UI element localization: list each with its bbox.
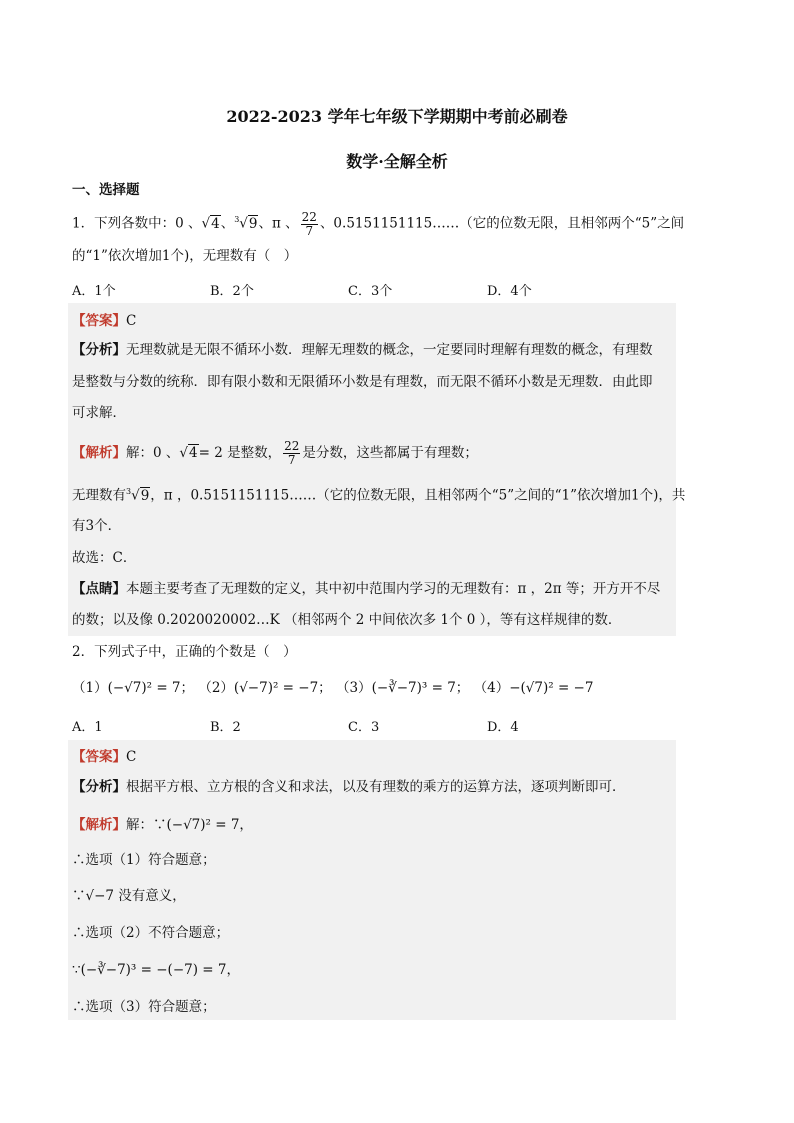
q1-sol-cbrt9: 9 bbox=[140, 487, 150, 504]
q1-sol-1b: 4 bbox=[189, 445, 198, 461]
q1-option-c: C．3个 bbox=[348, 284, 393, 299]
q1-sol-1d: 是分数，这些都属于有理数； bbox=[302, 445, 478, 461]
q1-sol-fraction bbox=[283, 440, 300, 467]
q2-option-b: B．2 bbox=[210, 720, 241, 735]
q2-solution-line6: ∴选项（3）符合题意； bbox=[72, 999, 216, 1015]
q1-stem-line1: 1．下列各数中：0 、√4、$^3$√9、π 、 $\frac{22}{7}$ 、0.5151151115……（它的位数无限，且相邻两个“5”之间 bbox=[72, 209, 685, 238]
q1-sol-1a: 解：0 、 bbox=[126, 445, 180, 461]
document-title: 2022-2023 学年七年级下学期期中考前必刷卷 bbox=[226, 107, 568, 126]
q2-analysis-tag: 【分析】 bbox=[72, 779, 126, 795]
q1-comment-line1 bbox=[72, 579, 660, 599]
q1-comment-tag: 【点睛】 bbox=[72, 581, 126, 597]
q1-sol-2a: 无理数有 bbox=[72, 487, 126, 504]
q1-option-b: B．2个 bbox=[210, 284, 254, 299]
q1-stem-a: 1．下列各数中：0 、 bbox=[72, 215, 202, 232]
q1-answer-tag: 【答案】 bbox=[72, 313, 126, 329]
q2-expr1: (−√7)² = 7； bbox=[107, 680, 195, 696]
q1-sol-frac-den: 7 bbox=[287, 453, 296, 467]
q1-option-a: A．1个 bbox=[72, 284, 116, 299]
q1-analysis-1: 无理数就是无限不循环小数．理解无理数的概念，一定要同时理解有理数的概念，有理数 bbox=[126, 342, 653, 358]
q2-answer-tag: 【答案】 bbox=[72, 749, 126, 765]
q2-answer-line bbox=[72, 747, 136, 767]
q1-solution-tag: 【解析】 bbox=[72, 445, 126, 461]
q1-answer-line bbox=[72, 311, 136, 331]
q1-sol-cbrt-index: 3 bbox=[126, 487, 132, 496]
q2-answer: C bbox=[126, 749, 137, 765]
q2-expr4: −(√7)² = −7 bbox=[509, 680, 594, 696]
q1-option-d: D．4个 bbox=[487, 284, 532, 299]
q2-option-a: A．1 bbox=[72, 720, 103, 735]
q1-answer: C bbox=[126, 313, 137, 329]
q1-comment-1: 本题主要考查了无理数的定义，其中初中范围内学习的无理数有：π ，2π 等；开方开不尽 bbox=[126, 581, 661, 597]
q1-frac-num: 22 bbox=[301, 209, 317, 224]
q2-expressions bbox=[72, 678, 593, 698]
q2-solution-line1 bbox=[72, 815, 253, 835]
q1-sqrt4: 4 bbox=[211, 215, 220, 232]
q1-solution-line1: 【解析】解：0 、√4= 2 是整数， $\frac{22}{7}$ 是分数，这些都属于有理数； bbox=[72, 439, 478, 467]
q2-option-c: C．3 bbox=[348, 720, 380, 735]
q2-analysis-line bbox=[72, 777, 626, 797]
q2-s1: 解：∵(−√7)² = 7， bbox=[126, 817, 253, 833]
q1-analysis-line1 bbox=[72, 340, 653, 360]
q1-cbrt-index: 3 bbox=[234, 215, 240, 224]
q2-analysis: 根据平方根、立方根的含义和求法，以及有理数的乘方的运算方法，逐项判断即可． bbox=[126, 779, 626, 795]
q1-stem-b: 、0.5151151115……（它的位数无限，且相邻两个“5”之间 bbox=[319, 215, 685, 232]
q1-conclusion: 故选：C． bbox=[72, 550, 137, 566]
q2-solution-line3: ∵√−7 没有意义， bbox=[72, 888, 186, 904]
q1-sep1: 、 bbox=[220, 215, 235, 232]
q1-sol-frac-num: 22 bbox=[284, 439, 300, 453]
q2-expr2: (√−7)² = −7； bbox=[233, 680, 332, 696]
q2-option-d: D．4 bbox=[487, 720, 519, 735]
q1-sol-2b: ，π ，0.5151151115……（它的位数无限，且相邻两个“5”之间的“1”依次增加1个)，共 bbox=[150, 487, 686, 504]
q1-comment-line2: 的数；以及像 0.2020020002…K （相邻两个 2 中间依次多 1个 0 ），等有这样规律的数． bbox=[72, 612, 622, 628]
document-subtitle: 数学·全解全析 bbox=[346, 152, 448, 171]
q1-solution-line2: 无理数有$^3$√9，π ，0.5151151115……（它的位数无限，且相邻两个“5”之间的“1”依次增加1个)，共 bbox=[72, 487, 686, 504]
q1-solution-line3: 有3个． bbox=[72, 518, 122, 534]
q2-expr3-label: （3） bbox=[335, 680, 372, 696]
q1-fraction bbox=[301, 211, 318, 238]
section-heading: 一、选择题 bbox=[72, 182, 140, 198]
q2-solution-line5: ∵(−∛−7)³ = −(−7) = 7， bbox=[72, 962, 240, 978]
q2-stem: 2．下列式子中，正确的个数是（ ） bbox=[72, 644, 297, 660]
q1-stem-line2: 的“1”依次增加1个)，无理数有（ ） bbox=[72, 248, 298, 264]
q1-sol-1c: = 2 是整数， bbox=[198, 445, 282, 461]
q2-expr1-label: （1） bbox=[72, 680, 108, 696]
q2-expr2-label: （2） bbox=[198, 680, 234, 696]
q1-cbrt9: 9 bbox=[248, 215, 258, 232]
q2-solution-tag: 【解析】 bbox=[72, 817, 126, 833]
q1-analysis-line3: 可求解． bbox=[72, 405, 126, 421]
q1-analysis-tag: 【分析】 bbox=[72, 342, 126, 358]
q2-solution-line2: ∴选项（1）符合题意； bbox=[72, 852, 216, 868]
q2-expr3: (−∛−7)³ = 7； bbox=[371, 680, 470, 696]
q2-expr4-label: （4） bbox=[473, 680, 510, 696]
q1-sep2: 、π 、 bbox=[258, 215, 299, 232]
q1-analysis-line2: 是整数与分数的统称．即有限小数和无限循环小数是有理数，而无限不循环小数是无理数．由此即 bbox=[72, 374, 653, 390]
q2-solution-line4: ∴选项（2）不符合题意； bbox=[72, 925, 230, 941]
q1-frac-den: 7 bbox=[305, 223, 314, 238]
